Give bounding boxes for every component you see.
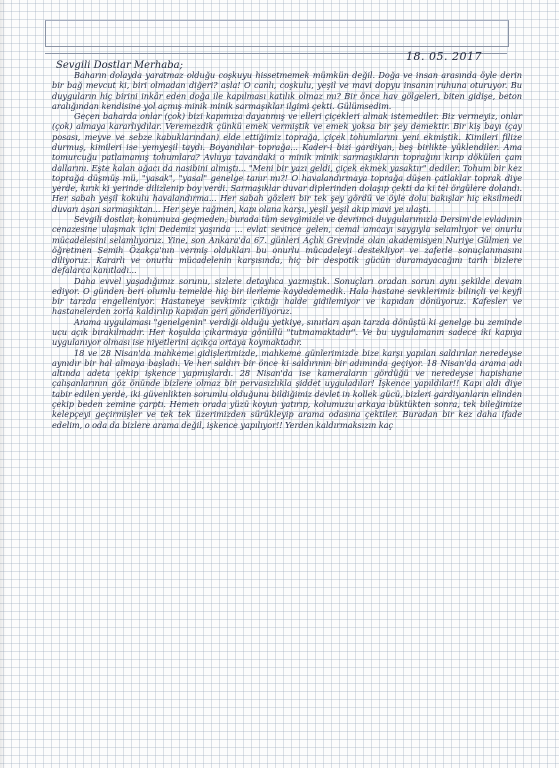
letter-paragraph-2: Geçen baharda onlar (çok) bizi kapımıza dayanmış ve elleri çiçekleri almak istemediler. Biz vermeyiz, onlar (çok) almaya kararlıydılar. Veremezdik çünkü emek vermiştik ve emek yoksa bir şey demektir. Bir kiş bayı (çay posası, meyve ve sebze kabuklarından) elde ettiğimiz toprağa, çiçek tohumlarını yeni ekmiştik. Kimileri filize durmuş, kimileri ise yemyeşil taydı. Boyandılar toprağa... Kader-i bizi gardiyan, beş birlikte yüklendiler. Ama tomurcuğu patlamamış tohumlara? Avluya tavandaki o minik minik sarmaşıkların toprağını kırıp dökülen çam dallarını. Eşte kalan ağacı da nasibini almıştı... "Meni bir yazı geldi, çiçek ekmek yasaktır" dediler. Tohum bir kez toprağa düşmüş mü, "yasak", "yasal" genelge tanır mı?! O havalandırmaya toprağa düşen çatlaklar toprak diye yerde, kırık ki yerinde dilizlenip boy verdi. Sarmaşıklar duvar diplerinden dolaşıp çekti da ki tel örgülere dolandı. Her sabah yeşil kokulu havalandırma... Her sabah gözleri bir tek şey gördü ve öyle dolu bakışlar hiç eksilmedi duvarı aşan sarmaşıktan... Her şeye rağmen, kapı olana karşı, yeşil yeşil akıp mavi ye ulaştı. — [52, 111, 522, 214]
letter-paragraph-3: Sevgili dostlar, konumuza geçmeden, burada tüm sevgimizle ve devrimci duygularımızla Dersim'de evladının cenazesine ulaşmak için Dedemiz yaşında ... evlat sevince gelen, cemal amcayı saygıyla selamlıyor ve onurlu mücadelesini selamlıyoruz. Yine, son Ankara'da 67. günleri Açlık Grevinde olan akademisyen Nuriye Gülmen ve öğretmen Semih Özakça'nın vermiş oldukları bu onurlu mücadeleyi destekliyor ve zaferle sonuçlanmasını diliyoruz. Kararlı ve onurlu mücadelenin karşısında, hiç bir despotik gücün duramayacağını tarih bizlere defalarca kanıtladı... — [52, 213, 522, 276]
letter-body — [52, 70, 522, 430]
letter-paragraph-1: Baharın dolayda yaratmaz olduğu coşkuyu hissetmemek mümkün değil. Doğa ve insan arasında öyle derin bir bağ mevcut ki, biri olmadan diğeri? asla! O canlı, coşkulu, yeşil ve mavi dopyu insanın ruhuna oturuyor. Bu duyguların hiç birini inkâr eden doğa ile kapılması katılık olmaz mı? Bir önce hav gölgeleri, biten gidişe, beton aralığından kendisine yol açmış minik minik sarmaşıklar ilgimi çekti. Gülümsedim. — [52, 70, 522, 111]
letter-paragraph-5: Arama uygulaması "genelgenin" verdiği olduğu yetkiye, sınırları aşan tarzda dönüştü ki genelge bu zeminde ucu açık bırakılmadır. Her koşulda çıkarmaya gönüllü "tutmamaktadır". Ve bu uygulamanın sadece iki kapıya uygulanıyor olması ise niyetlerini açıkça ortaya koymaktadır. — [52, 316, 522, 348]
page-header-box — [45, 20, 509, 47]
letter-salutation: Sevgili Dostlar Merhaba; — [56, 60, 183, 71]
letter-date: 18. 05. 2017 — [406, 50, 482, 63]
letter-paragraph-4: Daha evvel yaşadığımız sorunu, sizlere detaylıca yazmıştık. Sonuçları oradan sorun aynı şekilde devam ediyor. O günden beri olumlu temelde hiç bir ilerleme kaydedemedik. Hala hastane sevklerimiz bilinçli ve keyfi bir tarzda engelleniyor. Hastaneye sevkimiz çıktığı halde gidilemiyor ve kapıdan dönüyoruz. Kafesler ve hastanelerden zorla kaldırılıp kapıdan geri gönderiliyoruz. — [52, 275, 522, 317]
page-binding-edge — [0, 0, 6, 768]
letter-paragraph-6: 18 ve 28 Nisan'da mahkeme gidişlerimizde, mahkeme günlerimizde bize karşı yapılan saldırılar neredeyse aynıdır bir hal almaya başladı. Ve her saldırı bir önce ki saldırının bir adımında geçiyor. 18 Nisan'da arama adı altında adeta çekip işkence yapmışlardı. 28 Nisan'da ise kameraların gördüğü ve neredeyse hapishane çalışanlarının göz önünde bizlere olmaz bir pervasızlıkla şiddet uyguladılar! İşkence yapıldılar!! Kapı aldı diye tabir edilen yerde, iki güvenlikten sorumlu olduğunu bildiğimiz devlet in kollek gücü, bizleri gardiyanların elinden çekip beden zemine çarptı. Hemen orada yüzü koyun yatırıp, kolumuzu arkaya büktükten sonra, tek bileğimize kelepçeyi geçirmişler ve tek tek üzerimizden sürükleyip arama odasına çektiler. Buradan bir kez daha ifade edelim, o oda da bizlere arama değil, işkence yapılıyor!! Yerden kaldırmaksızın kaç — [52, 347, 522, 430]
